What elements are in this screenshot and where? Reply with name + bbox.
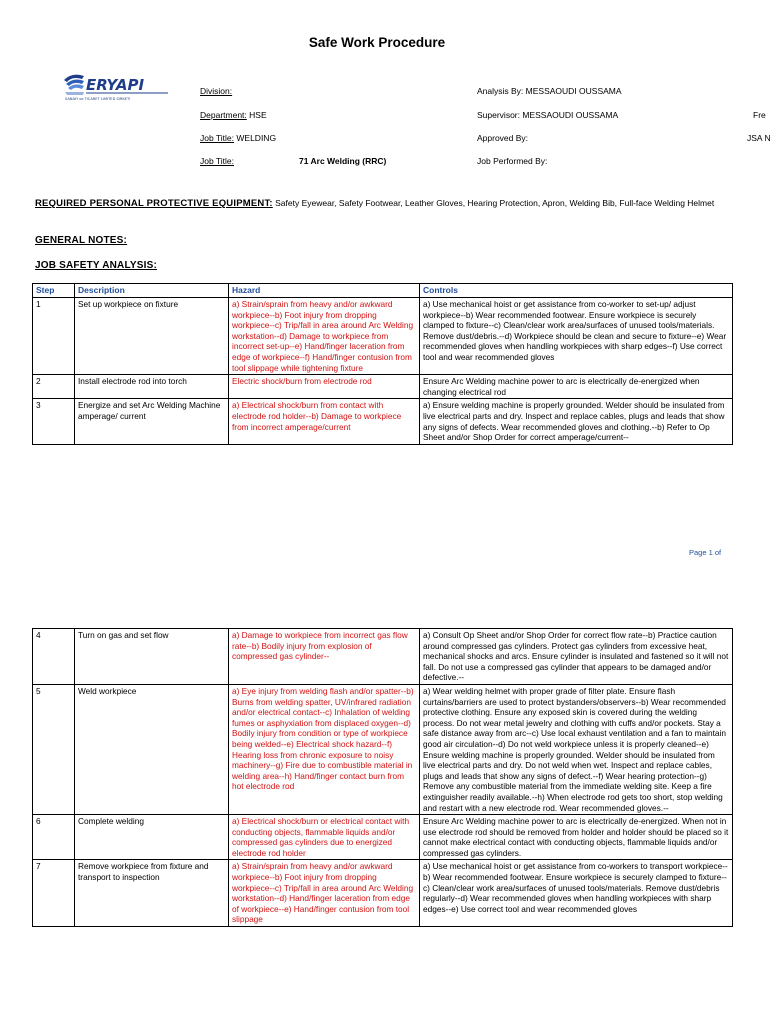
table-row <box>33 684 733 814</box>
general-notes-heading: GENERAL NOTES: <box>35 235 128 246</box>
controls-cell: a) Use mechanical hoist or get assistance from co-workers to transport workpiece--b) Wear recommended footwear. Ensure workpiece is securely clamped to fixture--c) Clean/clear work area/surfaces of unused tools/materials. Remove dust/debris regularly--d) Wear recommended gloves when handling workpieces with sharp edges--e) Use correct tool and wear recommended gloves <box>420 860 733 927</box>
step-cell: 4 <box>33 629 75 685</box>
table-row <box>33 815 733 860</box>
step-cell: 6 <box>33 815 75 860</box>
division-field: Division: <box>200 86 233 96</box>
job-title-2-value: 71 Arc Welding (RRC) <box>299 156 387 166</box>
jsa-heading: JOB SAFETY ANALYSIS: <box>35 260 157 271</box>
page-number: Page 1 of <box>689 548 722 557</box>
supervisor: Supervisor: MESSAOUDI OUSSAMA <box>477 110 619 120</box>
table-row <box>33 860 733 927</box>
logo-text: ERYAPI <box>86 76 145 94</box>
job-title-2-label: Job Title: <box>200 156 235 166</box>
controls-cell: a) Use mechanical hoist or get assistance from co-worker to set-up/ adjust workpiece--b) Wear recommended footwear. Ensure workpiece is securely clamped to fixture--c) Clean/clear work area/surfaces of unused tools/materials. Remove dust/debris.--d) Workpiece should be clean and secure to fixture--e) Wear recommended gloves when handling workpieces with sharp edges--f) Use correct tool and wear recommended gloves <box>420 298 733 375</box>
approved-by: Approved By: <box>477 133 529 143</box>
controls-cell: a) Wear welding helmet with proper grade of filter plate. Ensure flash curtains/barriers are used to protect bystanders/observers--b) Wear recommended protective clothing. Ensure any exposed skin is covered during the welding process. Do not wear metal jewelry and clothing with cuffs and/or pockets. Stay a safe distance away from arc--c) Use local exhaust ventilation and a fan to maintain good air circulation--d) Do not weld workpiece unless it is properly cleaned--e) Ensure welding machine is properly grounded. Welder should be insulated from live electrical parts and dry. Do not weld when wet. Inspect and replace cables, plugs and leads that show any signs of defect.--f) Wear hearing protection--g) Remove any combustible material from the immediate welding site. Keep a fire extinguisher readily available.--h) When electrode rod gets too short, stop welding and restart with a new electrode rod. Wear recommended gloves.-- <box>420 684 733 814</box>
page-title: Safe Work Procedure <box>308 35 446 50</box>
description-cell: Complete welding <box>75 815 229 860</box>
controls-cell: a) Consult Op Sheet and/or Shop Order for correct flow rate--b) Practice caution around compressed gas cylinders. Protect gas cylinders from excessive heat, mechanical shocks and arcs. Ensure cylinder is insulated and fastened so it will not fall. Do not use a compressed gas cylinder that appears to be damaged and/or defective.-- <box>420 629 733 685</box>
company-logo <box>62 71 172 103</box>
table-header-row <box>33 284 733 298</box>
analysis-by: Analysis By: MESSAOUDI OUSSAMA <box>477 86 622 96</box>
ppe-label: REQUIRED PERSONAL PROTECTIVE EQUIPMENT: <box>35 198 273 209</box>
eryapi-logo-icon <box>62 71 172 103</box>
step-cell: 2 <box>33 375 75 399</box>
controls-cell: a) Ensure welding machine is properly grounded. Welder should be insulated from live electrical parts and dry. Inspect and replace cables, plugs and leads that show any signs of defects. Wear recommended gloves and clothing.--b) Refer to Op Sheet and/or Shop Order for correct amperage/current-- <box>420 399 733 444</box>
description-cell: Set up workpiece on fixture <box>75 298 229 375</box>
step-cell: 3 <box>33 399 75 444</box>
hazard-cell: a) Strain/sprain from heavy and/or awkward workpiece--b) Foot injury from dropping workpiece--c) Trip/fall in area around Arc Welding workstation--d) Damage to workpiece from incorrect set-up--e) Hand/finger laceration from edge of workpiece--f) Hand/finger contusion from tool slippage while tightening fixture <box>229 298 420 375</box>
controls-cell: Ensure Arc Welding machine power to arc is electrically de-energized. When not in use electrode rod should be removed from holder and holder should be placed so it cannot make electrical contact with conducting objects, flammable liquids and/or compressed gas cylinders. <box>420 815 733 860</box>
table-row <box>33 629 733 685</box>
job-title-field: Job Title: WELDING <box>200 133 277 143</box>
description-cell: Install electrode rod into torch <box>75 375 229 399</box>
jsa-number-label-cut: JSA N <box>747 133 771 143</box>
description-cell: Energize and set Arc Welding Machine amperage/ current <box>75 399 229 444</box>
hazard-cell: Electric shock/burn from electrode rod <box>229 375 420 399</box>
jsa-table-page-1 <box>32 283 733 445</box>
ppe-value: Safety Eyewear, Safety Footwear, Leather Gloves, Hearing Protection, Apron, Welding Bib, Full-face Welding Helmet <box>272 198 715 208</box>
job-performed-by: Job Performed By: <box>477 156 548 166</box>
description-cell: Remove workpiece from fixture and transport to inspection <box>75 860 229 927</box>
hazard-cell: a) Electrical shock/burn from contact with electrode rod holder--b) Damage to workpiece from incorrect amperage/current <box>229 399 420 444</box>
table-row <box>33 375 733 399</box>
logo-subtext: SANAYI ve TICARET LIMITED SIRKETI <box>65 97 131 101</box>
hazard-cell: a) Strain/sprain from heavy and/or awkward workpiece--b) Foot injury from dropping workpiece--c) Trip/fall in area around Arc Welding workstation--d) Hand/finger laceration from edge of workpiece--e) Hand/finger contusion from tool slippage <box>229 860 420 927</box>
description-cell: Weld workpiece <box>75 684 229 814</box>
frequency-label-cut: Fre <box>753 110 766 120</box>
hazard-cell: a) Damage to workpiece from incorrect gas flow rate--b) Bodily injury from explosion of compressed gas cylinder-- <box>229 629 420 685</box>
table-row <box>33 399 733 444</box>
description-cell: Turn on gas and set flow <box>75 629 229 685</box>
step-column-header: Step <box>33 284 75 298</box>
department-field: Department: HSE <box>200 110 267 120</box>
controls-column-header: Controls <box>420 284 733 298</box>
ppe-section <box>35 198 725 210</box>
step-cell: 1 <box>33 298 75 375</box>
jsa-table-page-2 <box>32 628 733 927</box>
controls-cell: Ensure Arc Welding machine power to arc is electrically de-energized when changing electrical rod <box>420 375 733 399</box>
step-cell: 7 <box>33 860 75 927</box>
description-column-header: Description <box>75 284 229 298</box>
step-cell: 5 <box>33 684 75 814</box>
hazard-cell: a) Eye injury from welding flash and/or spatter--b) Burns from welding spatter, UV/infrared radiation and/or electrical contact--c) Inhalation of welding fumes or asphyxiation from displaced oxygen--d) Bodily injury from condition or type of workpiece being welded--e) Electrical shock hazard--f) Hearing loss from chronic exposure to noisy machinery--g) Fire due to combustible material in welding area--h) Hand/finger contact burn from hot electrode rod <box>229 684 420 814</box>
table-row <box>33 298 733 375</box>
hazard-cell: a) Electrical shock/burn or electrical contact with conducting objects, flammable liquids and/or compressed gas cylinders due to energized electrode rod holder <box>229 815 420 860</box>
hazard-column-header: Hazard <box>229 284 420 298</box>
